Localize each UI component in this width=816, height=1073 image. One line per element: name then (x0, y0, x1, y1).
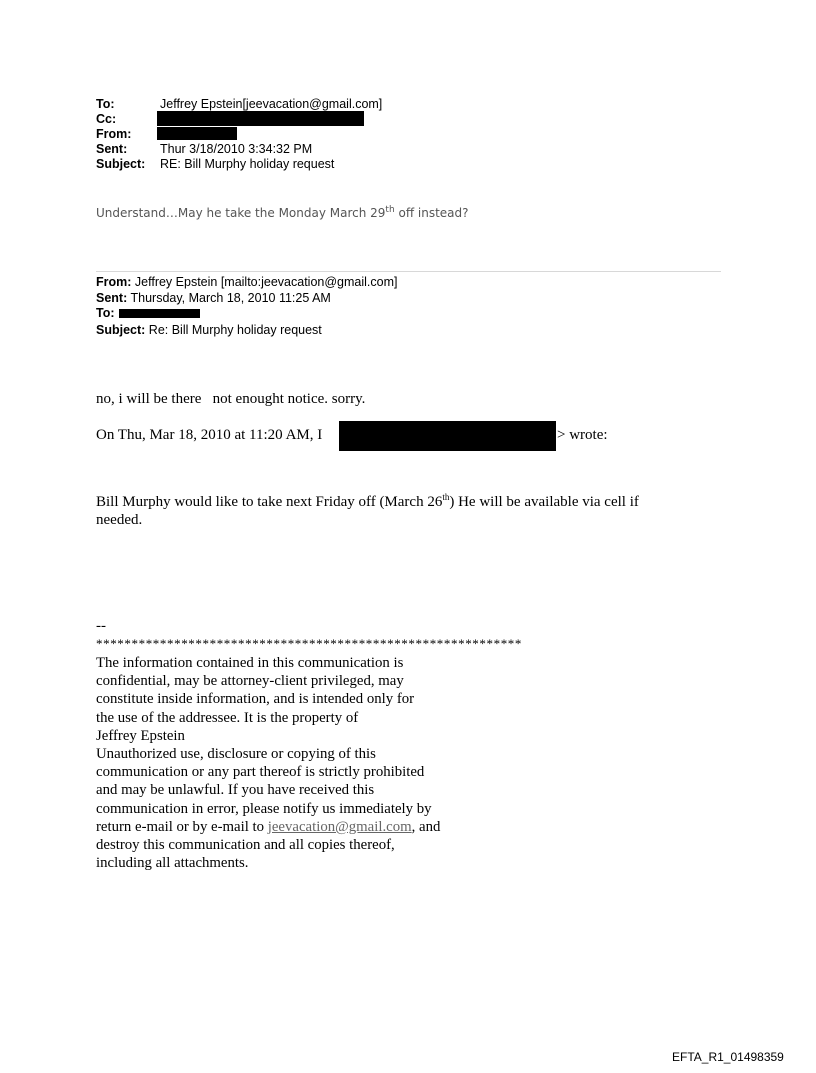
stars-line: ************************************************************ (96, 636, 522, 651)
header-to-row (96, 97, 382, 112)
disclaimer-line: destroy this communication and all copies thereof, (96, 837, 395, 854)
quoted-from-label: From: (96, 275, 132, 289)
subject-value: RE: Bill Murphy holiday request (160, 157, 335, 171)
disclaimer (96, 654, 516, 872)
message-divider (96, 271, 721, 272)
disclaimer-line: communication in error, please notify us immediately by (96, 800, 432, 817)
disclaimer-line: including all attachments. (96, 855, 249, 872)
quoted-sent-row (96, 290, 331, 306)
epstein-reply: no, i will be there not enought notice. sorry. (96, 391, 366, 407)
original-message-text: Bill Murphy would like to take next Friday off (March 26 (96, 494, 443, 510)
disclaimer-text: return e-mail or by e-mail to (96, 818, 268, 835)
redaction-box (119, 309, 200, 318)
disclaimer-line: constitute inside information, and is intended only for (96, 691, 415, 708)
quoted-subject-row (96, 322, 322, 338)
header-from-row (96, 127, 160, 142)
quoted-sent-label: Sent: (96, 291, 128, 305)
original-message-line1 (96, 493, 639, 512)
signature-separator: -- (96, 618, 106, 634)
quoted-from-row (96, 274, 397, 290)
disclaimer-text: , and (411, 818, 441, 835)
quoted-subject-label: Subject: (96, 323, 146, 337)
disclaimer-line: communication or any part thereof is strictly prohibited (96, 764, 425, 781)
from-label: From: (96, 127, 132, 141)
reply-body (96, 206, 469, 220)
quoted-subject-value: Re: Bill Murphy holiday request (145, 323, 322, 337)
quoted-to-label: To: (96, 306, 115, 320)
sent-value: Thur 3/18/2010 3:34:32 PM (160, 142, 313, 156)
disclaimer-line (96, 818, 516, 836)
quoted-from-value: Jeffrey Epstein [mailto:jeevacation@gmail.com] (131, 275, 398, 289)
quoted-to-row (96, 305, 115, 321)
disclaimer-line: confidential, may be attorney-client privileged, may (96, 673, 404, 690)
to-label: To: (96, 97, 115, 111)
original-message-sup: th (442, 492, 450, 502)
redaction-box (339, 421, 556, 451)
header-cc-row (96, 112, 160, 127)
redaction-box (157, 127, 237, 140)
reply-text: Understand…May he take the Monday March 29 (96, 206, 386, 220)
original-message-line2: needed. (96, 512, 143, 528)
quoted-sent-value: Thursday, March 18, 2010 11:25 AM (127, 291, 331, 305)
subject-label: Subject: (96, 157, 146, 171)
sent-label: Sent: (96, 142, 128, 156)
disclaimer-line: Unauthorized use, disclosure or copying of this (96, 746, 376, 763)
header-sent-row (96, 142, 312, 157)
disclaimer-line: Jeffrey Epstein (96, 727, 185, 744)
reply-text-end: off instead? (394, 206, 469, 220)
reply-sup: th (385, 205, 395, 215)
email-link[interactable]: jeevacation@gmail.com (267, 818, 412, 835)
original-message-text-end: ) He will be available via cell if (449, 494, 639, 510)
cc-label: Cc: (96, 112, 117, 126)
redaction-box (157, 111, 364, 126)
disclaimer-line: The information contained in this communication is (96, 655, 404, 671)
to-value: Jeffrey Epstein[jeevacation@gmail.com] (160, 97, 383, 111)
document-id: EFTA_R1_01498359 (672, 1050, 784, 1064)
disclaimer-line: the use of the addressee. It is the property of (96, 709, 359, 726)
disclaimer-line: and may be unlawful. If you have received this (96, 782, 375, 799)
on-wrote-suffix: > wrote: (557, 427, 608, 443)
header-subject-row (96, 157, 334, 172)
on-wrote-prefix: On Thu, Mar 18, 2010 at 11:20 AM, I (96, 427, 323, 443)
